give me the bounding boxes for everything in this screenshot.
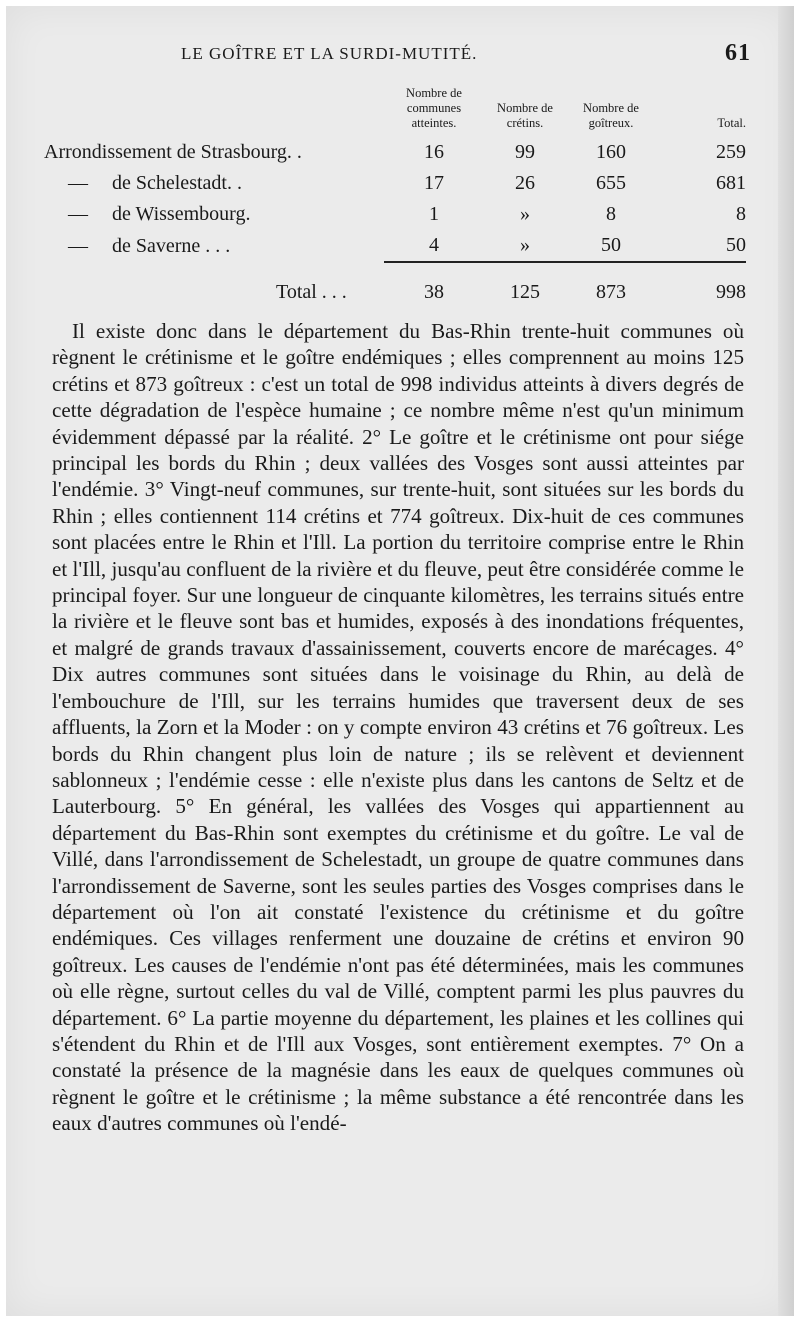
cell-cretins: » [520,234,530,256]
body-text [52,318,744,1137]
cell-total: 259 [716,141,746,163]
total-goitreux: 873 [596,281,626,303]
cell-cretins: » [520,203,530,225]
row-label: Arrondissement de Strasbourg. . [44,141,302,163]
header-goitreux: Nombre de goîtreux. [583,101,639,130]
table-row [44,199,746,230]
page-number: 61 [725,40,751,66]
cell-total: 50 [726,234,746,256]
cell-goitreux: 655 [596,172,626,194]
total-label: Total . . . [276,281,347,303]
cell-goitreux: 50 [601,234,621,256]
body-paragraph: Il existe donc dans le département du Bas-Rhin trente-huit communes où règnent le crétinisme et le goître endémiques ; elles comprennent au moins 125 crétins et 873 goîtreux : c'est un total de 998 individus atteints à divers degrés de cette dégradation de l'espèce humaine ; ce nombre même n'est qu'un minimum évidemment dépassé par la réalité. 2° Le goître et le crétinisme ont pour siége principal les bords du Rhin ; deux vallées des Vosges sont aussi atteintes par l'endémie. 3° Vingt-neuf communes, sur trente-huit, sont situées sur les bords du Rhin ; elles contiennent 114 crétins et 774 goîtreux. Dix-huit de ces communes sont placées entre le Rhin et l'Ill. La portion du territoire comprise entre le Rhin et l'Ill, jusqu'au confluent de la rivière et du fleuve, peut être considérée comme le principal foyer. Sur une longueur de cinquante kilomètres, les terrains situés entre la rivière et le fleuve sont bas et humides, exposés à des inondations fréquentes, et malgré de grands travaux d'assainissement, couverts encore de marécages. 4° Dix autres communes sont situées dans le voisinage du Rhin, au delà de l'embouchure de l'Ill, sur les terrains humides que traversent deux de ses affluents, la Zorn et la Moder : on y compte environ 43 crétins et 76 goîtreux. Les bords du Rhin changent plus loin de nature ; ils se relèvent et deviennent sablonneux ; l'endémie cesse : elle n'existe plus dans les cantons de Seltz et de Lauterbourg. 5° En général, les vallées des Vosges qui appartiennent au département du Bas-Rhin sont exemptes du crétinisme et du goître. Le val de Villé, dans l'arrondissement de Schelestadt, un groupe de quatre communes dans l'arrondissement de Saverne, sont les seules parties des Vosges comprises dans le département où l'on ait constaté l'existence du crétinisme et du goître endémiques. Ces villages renferment une douzaine de crétins et environ 90 goîtreux. Les causes de l'endémie n'ont pas été déterminées, mais les communes où elle règne, surtout celles du val de Villé, comptent parmi les plus pauvres du département. 6° La partie moyenne du département, les plaines et les collines qui s'étendent du Rhin et de l'Ill aux Vosges, sont entièrement exemptes. 7° On a constaté la présence de la magnésie dans les eaux de quelques communes où règnent le goître et le crétinisme ; la même substance a été rencontrée dans les eaux d'autres communes où l'endé- [52,319,744,1136]
ditto-dash: — [68,234,88,257]
table-row [44,137,746,168]
cell-goitreux: 160 [596,141,626,163]
cell-communes: 4 [429,234,439,256]
running-title: LE GOÎTRE ET LA SURDI-MUTITÉ. [181,44,478,63]
header-label [44,86,384,137]
cell-total: 681 [716,172,746,194]
row-label: — de Saverne . . . [44,230,384,262]
cell-cretins: 99 [515,141,535,163]
table-row [44,230,746,262]
page-edge [778,6,794,1316]
row-label: — de Wissembourg. [44,199,384,230]
header-total: Total. [717,116,746,130]
total-cretins: 125 [510,281,540,303]
table-header-row [44,86,746,137]
cell-communes: 1 [429,203,439,225]
header-cretins: Nombre de crétins. [497,101,553,130]
header-communes: Nombre de communes atteintes. [406,86,462,130]
cell-goitreux: 8 [606,203,616,225]
cell-total: 8 [736,203,746,225]
statistics-table [44,86,746,308]
cell-communes: 17 [424,172,444,194]
ditto-dash: — [68,172,88,194]
total-total: 998 [716,281,746,303]
table-row [44,168,746,199]
total-communes: 38 [424,281,444,303]
cell-communes: 16 [424,141,444,163]
row-label: — de Schelestadt. . [44,168,384,199]
cell-cretins: 26 [515,172,535,194]
ditto-dash: — [68,203,88,225]
book-page [6,6,794,1316]
table-total-row [44,266,746,308]
